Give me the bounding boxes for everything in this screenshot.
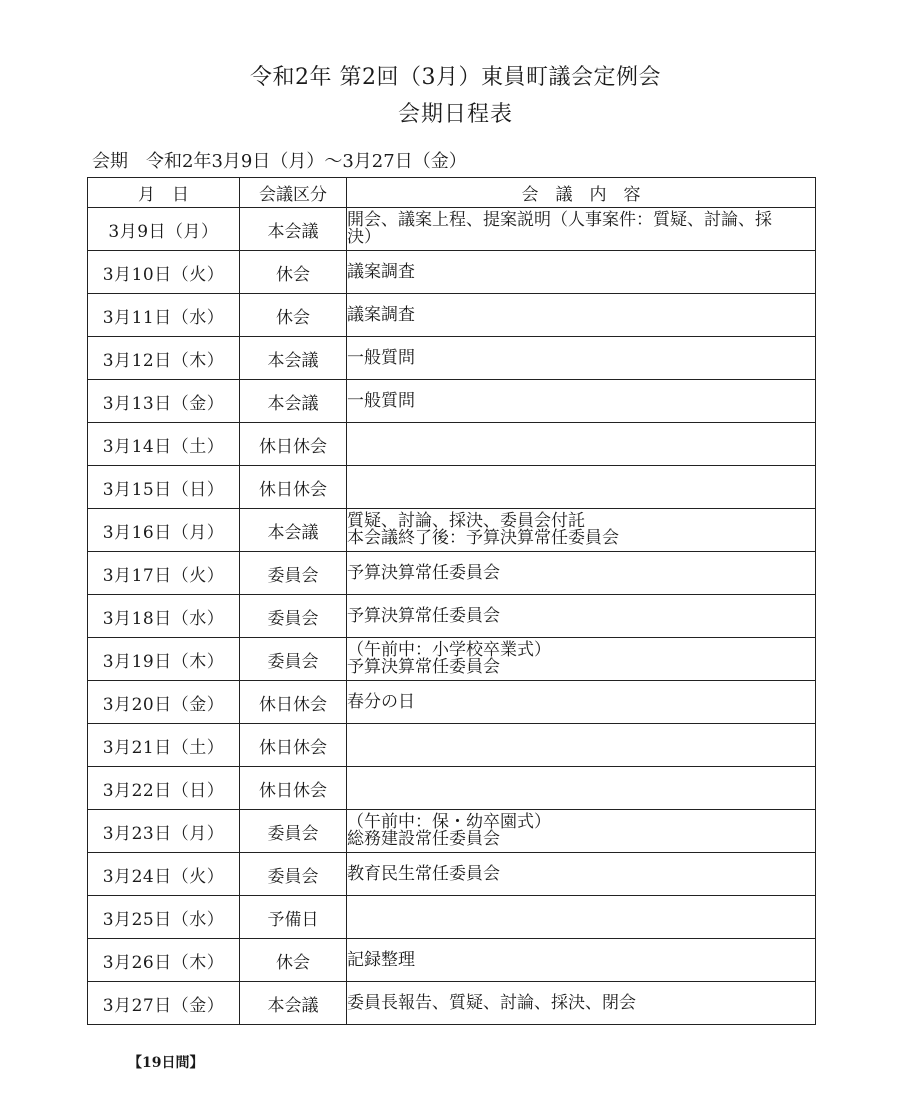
row-content [347, 638, 816, 681]
content-line: 総務建設常任委員会 [347, 829, 500, 849]
row-meeting-type: 委員会 [240, 595, 347, 638]
row-content [347, 466, 816, 509]
session-period: 会期 令和2年3月9日（月）～3月27日（金） [92, 151, 467, 172]
table-header-row [88, 178, 816, 208]
row-content [347, 767, 816, 810]
row-date: 3月19日（木） [88, 638, 240, 681]
schedule-rows [88, 208, 816, 1025]
row-content [347, 423, 816, 466]
row-date: 3月13日（金） [88, 380, 240, 423]
row-date: 3月17日（火） [88, 552, 240, 595]
table-row [88, 724, 816, 767]
content-line: 予算決算常任委員会 [347, 562, 500, 583]
content-line: 決） [347, 227, 381, 247]
row-content [347, 810, 816, 853]
row-content [347, 337, 816, 380]
table-row [88, 423, 816, 466]
content-line: 春分の日 [347, 691, 415, 712]
row-content [347, 251, 816, 294]
table-row [88, 380, 816, 423]
table-row [88, 337, 816, 380]
row-meeting-type: 休日休会 [240, 681, 347, 724]
table-row [88, 509, 816, 552]
row-date: 3月26日（木） [88, 939, 240, 982]
content-line: 一般質問 [347, 390, 415, 411]
content-line: 委員長報告、質疑、討論、採決、閉会 [347, 992, 636, 1013]
row-meeting-type: 委員会 [240, 552, 347, 595]
total-days: 【19日間】 [128, 1055, 204, 1071]
row-meeting-type: 本会議 [240, 337, 347, 380]
row-content [347, 380, 816, 423]
row-content [347, 208, 816, 251]
row-content [347, 294, 816, 337]
content-line: 記録整理 [347, 949, 415, 970]
table-row [88, 595, 816, 638]
content-line: 教育民生常任委員会 [347, 863, 500, 884]
row-meeting-type: 休日休会 [240, 724, 347, 767]
table-row [88, 251, 816, 294]
row-content [347, 853, 816, 896]
row-date: 3月27日（金） [88, 982, 240, 1025]
row-date: 3月9日（月） [88, 208, 240, 251]
content-line: 議案調査 [347, 261, 415, 282]
content-line: 一般質問 [347, 347, 415, 368]
row-meeting-type: 休会 [240, 939, 347, 982]
row-content [347, 939, 816, 982]
table-row [88, 767, 816, 810]
document-subtitle: 会期日程表 [397, 102, 513, 127]
content-line: 予算決算常任委員会 [347, 657, 500, 677]
row-meeting-type: 本会議 [240, 982, 347, 1025]
row-meeting-type: 委員会 [240, 638, 347, 681]
row-date: 3月20日（金） [88, 681, 240, 724]
table-row [88, 208, 816, 251]
row-meeting-type: 本会議 [240, 208, 347, 251]
row-date: 3月14日（土） [88, 423, 240, 466]
row-meeting-type: 本会議 [240, 380, 347, 423]
row-date: 3月23日（月） [88, 810, 240, 853]
content-line: （午前中：保・幼卒園式） [347, 812, 551, 832]
content-line: （午前中：小学校卒業式） [347, 640, 551, 660]
table-row [88, 552, 816, 595]
row-content [347, 681, 816, 724]
schedule-table [87, 177, 816, 1025]
row-meeting-type: 本会議 [240, 509, 347, 552]
row-date: 3月18日（水） [88, 595, 240, 638]
row-date: 3月15日（日） [88, 466, 240, 509]
table-row [88, 896, 816, 939]
row-content [347, 982, 816, 1025]
header-date: 月 日 [88, 178, 240, 208]
row-meeting-type: 予備日 [240, 896, 347, 939]
row-date: 3月10日（火） [88, 251, 240, 294]
table-row [88, 681, 816, 724]
row-content [347, 896, 816, 939]
row-date: 3月22日（日） [88, 767, 240, 810]
row-meeting-type: 休日休会 [240, 423, 347, 466]
table-row [88, 638, 816, 681]
table-row [88, 939, 816, 982]
row-date: 3月25日（水） [88, 896, 240, 939]
row-meeting-type: 休会 [240, 251, 347, 294]
table-row [88, 294, 816, 337]
content-line: 本会議終了後：予算決算常任委員会 [347, 528, 619, 548]
row-date: 3月12日（木） [88, 337, 240, 380]
row-content [347, 509, 816, 552]
row-content [347, 724, 816, 767]
header-content: 会 議 内 容 [347, 178, 816, 208]
content-line: 質疑、討論、採決、委員会付託 [347, 511, 585, 531]
table-row [88, 466, 816, 509]
header-kubun: 会議区分 [240, 178, 347, 208]
row-meeting-type: 休会 [240, 294, 347, 337]
table-row [88, 982, 816, 1025]
row-meeting-type: 休日休会 [240, 466, 347, 509]
content-line: 議案調査 [347, 304, 415, 325]
row-meeting-type: 委員会 [240, 810, 347, 853]
row-date: 3月21日（土） [88, 724, 240, 767]
row-date: 3月16日（月） [88, 509, 240, 552]
document-title: 令和2年 第2回（3月）東員町議会定例会 [250, 65, 661, 90]
table-row [88, 810, 816, 853]
row-meeting-type: 委員会 [240, 853, 347, 896]
content-line: 開会、議案上程、提案説明（人事案件：質疑、討論、採 [347, 210, 772, 230]
row-content [347, 552, 816, 595]
content-line: 予算決算常任委員会 [347, 605, 500, 626]
row-content [347, 595, 816, 638]
row-date: 3月24日（火） [88, 853, 240, 896]
table-row [88, 853, 816, 896]
row-date: 3月11日（水） [88, 294, 240, 337]
row-meeting-type: 休日休会 [240, 767, 347, 810]
